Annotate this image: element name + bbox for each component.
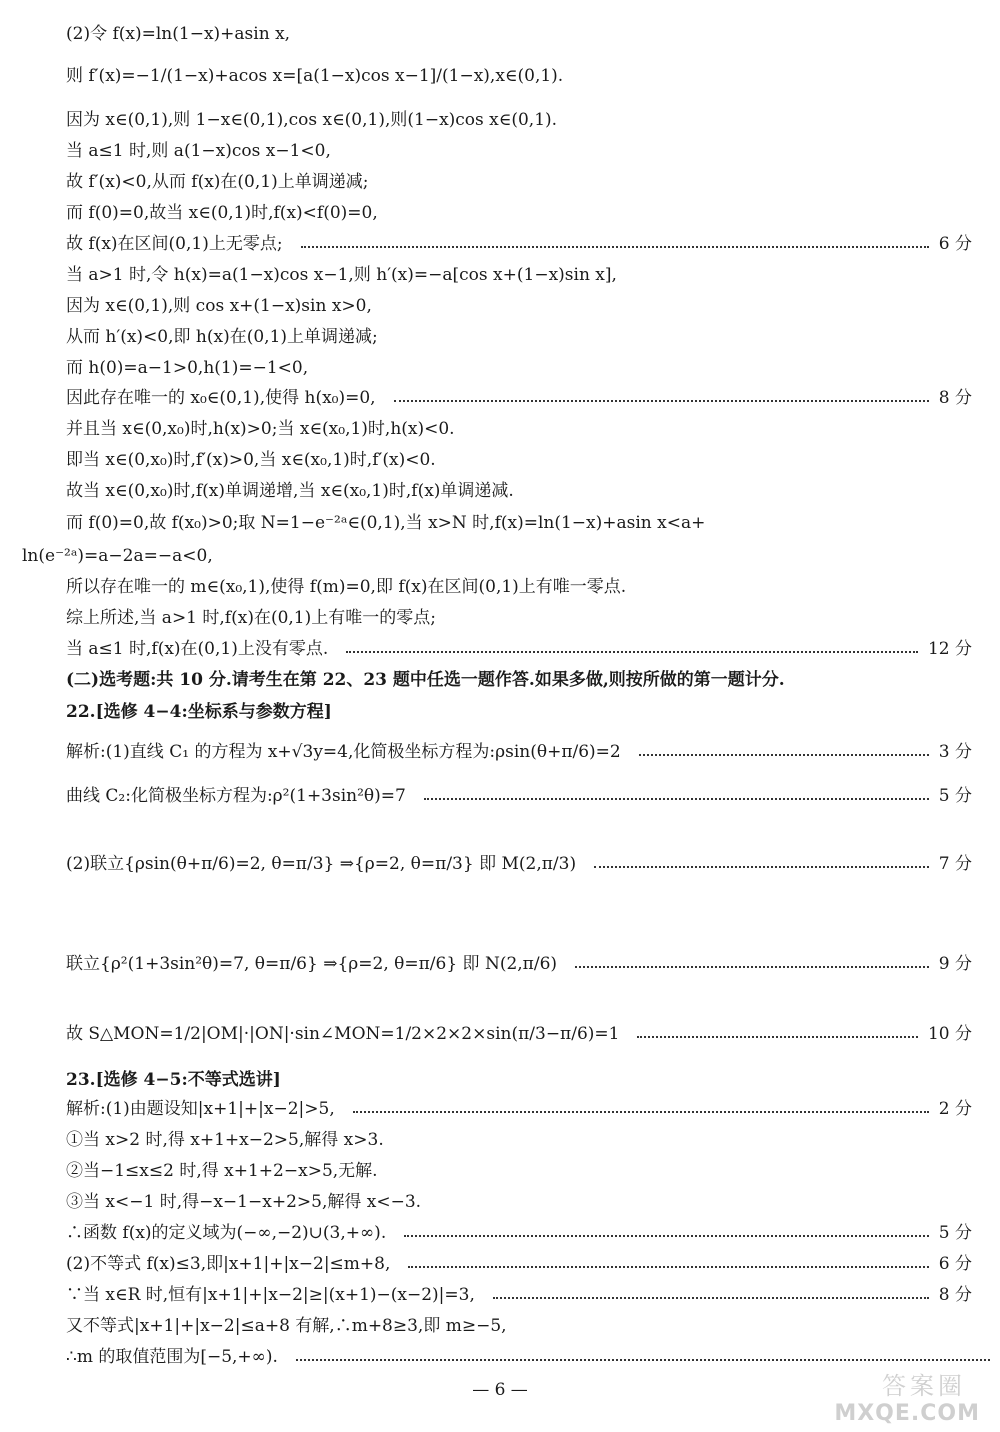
- line-11: 而 h(0)=a−1>0,h(1)=−1<0,: [66, 358, 309, 378]
- score-label: 3 分: [938, 742, 972, 762]
- dot-leader: [394, 400, 929, 402]
- score-label: 8 分: [938, 388, 972, 408]
- line-22-3: (2)联立{ρsin(θ+π/6)=2, θ=π/3} ⇒{ρ=2, θ=π/3} 即 M(2,π/3) 7 分: [66, 854, 972, 874]
- dot-leader: [575, 966, 929, 968]
- line-23-3: ②当−1≤x≤2 时,得 x+1+2−x>5,无解.: [66, 1161, 378, 1181]
- line-7: 故 f(x)在区间(0,1)上无零点; 6 分: [66, 234, 972, 254]
- line-9: 因为 x∈(0,1),则 cos x+(1−x)sin x>0,: [66, 296, 372, 316]
- score-label: 10 分: [927, 1024, 972, 1044]
- line-23-8: 又不等式|x+1|+|x−2|≤a+8 有解,∴m+8≥3,即 m≥−5,: [66, 1316, 507, 1336]
- dot-leader: [639, 754, 929, 756]
- question-22-heading: 22.[选修 4−4:坐标系与参数方程]: [66, 702, 332, 722]
- score-label: 8 分: [938, 1285, 972, 1305]
- score-label: 6 分: [938, 1254, 972, 1274]
- line-18: 所以存在唯一的 m∈(x₀,1),使得 f(m)=0,即 f(x)在区间(0,1)上有唯一零点.: [66, 577, 627, 597]
- line-22-5: 故 S△MON=1/2|OM|·|ON|·sin∠MON=1/2×2×2×sin(π/3−π/6)=1 10 分: [66, 1024, 972, 1044]
- score-label: 12 分: [927, 639, 972, 659]
- score-label: 9 分: [938, 954, 972, 974]
- dot-leader: [594, 866, 929, 868]
- dot-leader: [404, 1235, 929, 1237]
- score-label: 6 分: [938, 234, 972, 254]
- line-16: 而 f(0)=0,故 f(x₀)>0;取 N=1−e⁻²ᵃ∈(0,1),当 x>N 时,f(x)=ln(1−x)+asin x<a+: [66, 513, 706, 533]
- dot-leader: [637, 1036, 917, 1038]
- score-label: 2 分: [938, 1099, 972, 1119]
- line-17: ln(e⁻²ᵃ)=a−2a=−a<0,: [22, 546, 213, 566]
- line-22-2: 曲线 C₂:化简极坐标方程为:ρ²(1+3sin²θ)=7 5 分: [66, 786, 972, 806]
- line-19: 综上所述,当 a>1 时,f(x)在(0,1)上有唯一的零点;: [66, 608, 436, 628]
- line-20: 当 a≤1 时,f(x)在(0,1)上没有零点. 12 分: [66, 639, 972, 659]
- question-23-heading: 23.[选修 4−5:不等式选讲]: [66, 1070, 281, 1090]
- line-15: 故当 x∈(0,x₀)时,f(x)单调递增,当 x∈(x₀,1)时,f(x)单调递减.: [66, 481, 514, 501]
- dot-leader: [408, 1266, 928, 1268]
- section-heading: (二)选考题:共 10 分.请考生在第 22、23 题中任选一题作答.如果多做,则按所做的第一题计分.: [66, 670, 785, 690]
- line-3: 因为 x∈(0,1),则 1−x∈(0,1),cos x∈(0,1),则(1−x)cos x∈(0,1).: [66, 110, 558, 130]
- line-4: 当 a≤1 时,则 a(1−x)cos x−1<0,: [66, 141, 331, 161]
- line-22-1: 解析:(1)直线 C₁ 的方程为 x+√3y=4,化简极坐标方程为:ρsin(θ+π/6)=2 3 分: [66, 742, 972, 762]
- line-22-4: 联立{ρ²(1+3sin²θ)=7, θ=π/6} ⇒{ρ=2, θ=π/6} 即 N(2,π/6) 9 分: [66, 954, 972, 974]
- line-10: 从而 h′(x)<0,即 h(x)在(0,1)上单调递减;: [66, 327, 378, 347]
- line-23-6: (2)不等式 f(x)≤3,即|x+1|+|x−2|≤m+8, 6 分: [66, 1254, 972, 1274]
- line-2: 则 f′(x)=−1/(1−x)+acos x=[a(1−x)cos x−1]/(1−x),x∈(0,1).: [66, 66, 564, 86]
- line-23-1: 解析:(1)由题设知|x+1|+|x−2|>5, 2 分: [66, 1099, 972, 1119]
- line-23-5: ∴函数 f(x)的定义域为(−∞,−2)∪(3,+∞). 5 分: [66, 1223, 972, 1243]
- dot-leader: [424, 798, 929, 800]
- line-8: 当 a>1 时,令 h(x)=a(1−x)cos x−1,则 h′(x)=−a[cos x+(1−x)sin x],: [66, 265, 617, 285]
- line-23-4: ③当 x<−1 时,得−x−1−x+2>5,解得 x<−3.: [66, 1192, 422, 1212]
- watermark-text-cn: 答案圈: [882, 1372, 966, 1400]
- line-1: (2)令 f(x)=ln(1−x)+asin x,: [66, 24, 291, 44]
- line-5: 故 f′(x)<0,从而 f(x)在(0,1)上单调递减;: [66, 172, 369, 192]
- line-23-7: ∵当 x∈R 时,恒有|x+1|+|x−2|≥|(x+1)−(x−2)|=3, 8 分: [66, 1285, 972, 1305]
- dot-leader: [493, 1297, 929, 1299]
- dot-leader: [301, 246, 929, 248]
- page-number: — 6 —: [472, 1380, 528, 1400]
- score-label: 7 分: [938, 854, 972, 874]
- score-label: 5 分: [938, 1223, 972, 1243]
- score-label: 5 分: [938, 786, 972, 806]
- dot-leader: [346, 651, 918, 653]
- line-23-9: ∴m 的取值范围为[−5,+∞).: [66, 1345, 1000, 1369]
- dot-leader: [353, 1111, 929, 1113]
- watermark-logo: [805, 1366, 980, 1426]
- line-6: 而 f(0)=0,故当 x∈(0,1)时,f(x)<f(0)=0,: [66, 203, 378, 223]
- line-14: 即当 x∈(0,x₀)时,f′(x)>0,当 x∈(x₀,1)时,f′(x)<0.: [66, 450, 436, 470]
- watermark-text-url: MXQE.COM: [834, 1401, 980, 1426]
- dot-leader: [296, 1359, 990, 1361]
- line-13: 并且当 x∈(0,x₀)时,h(x)>0;当 x∈(x₀,1)时,h(x)<0.: [66, 419, 455, 439]
- line-12: 因此存在唯一的 x₀∈(0,1),使得 h(x₀)=0, 8 分: [66, 388, 972, 408]
- line-23-2: ①当 x>2 时,得 x+1+x−2>5,解得 x>3.: [66, 1130, 384, 1150]
